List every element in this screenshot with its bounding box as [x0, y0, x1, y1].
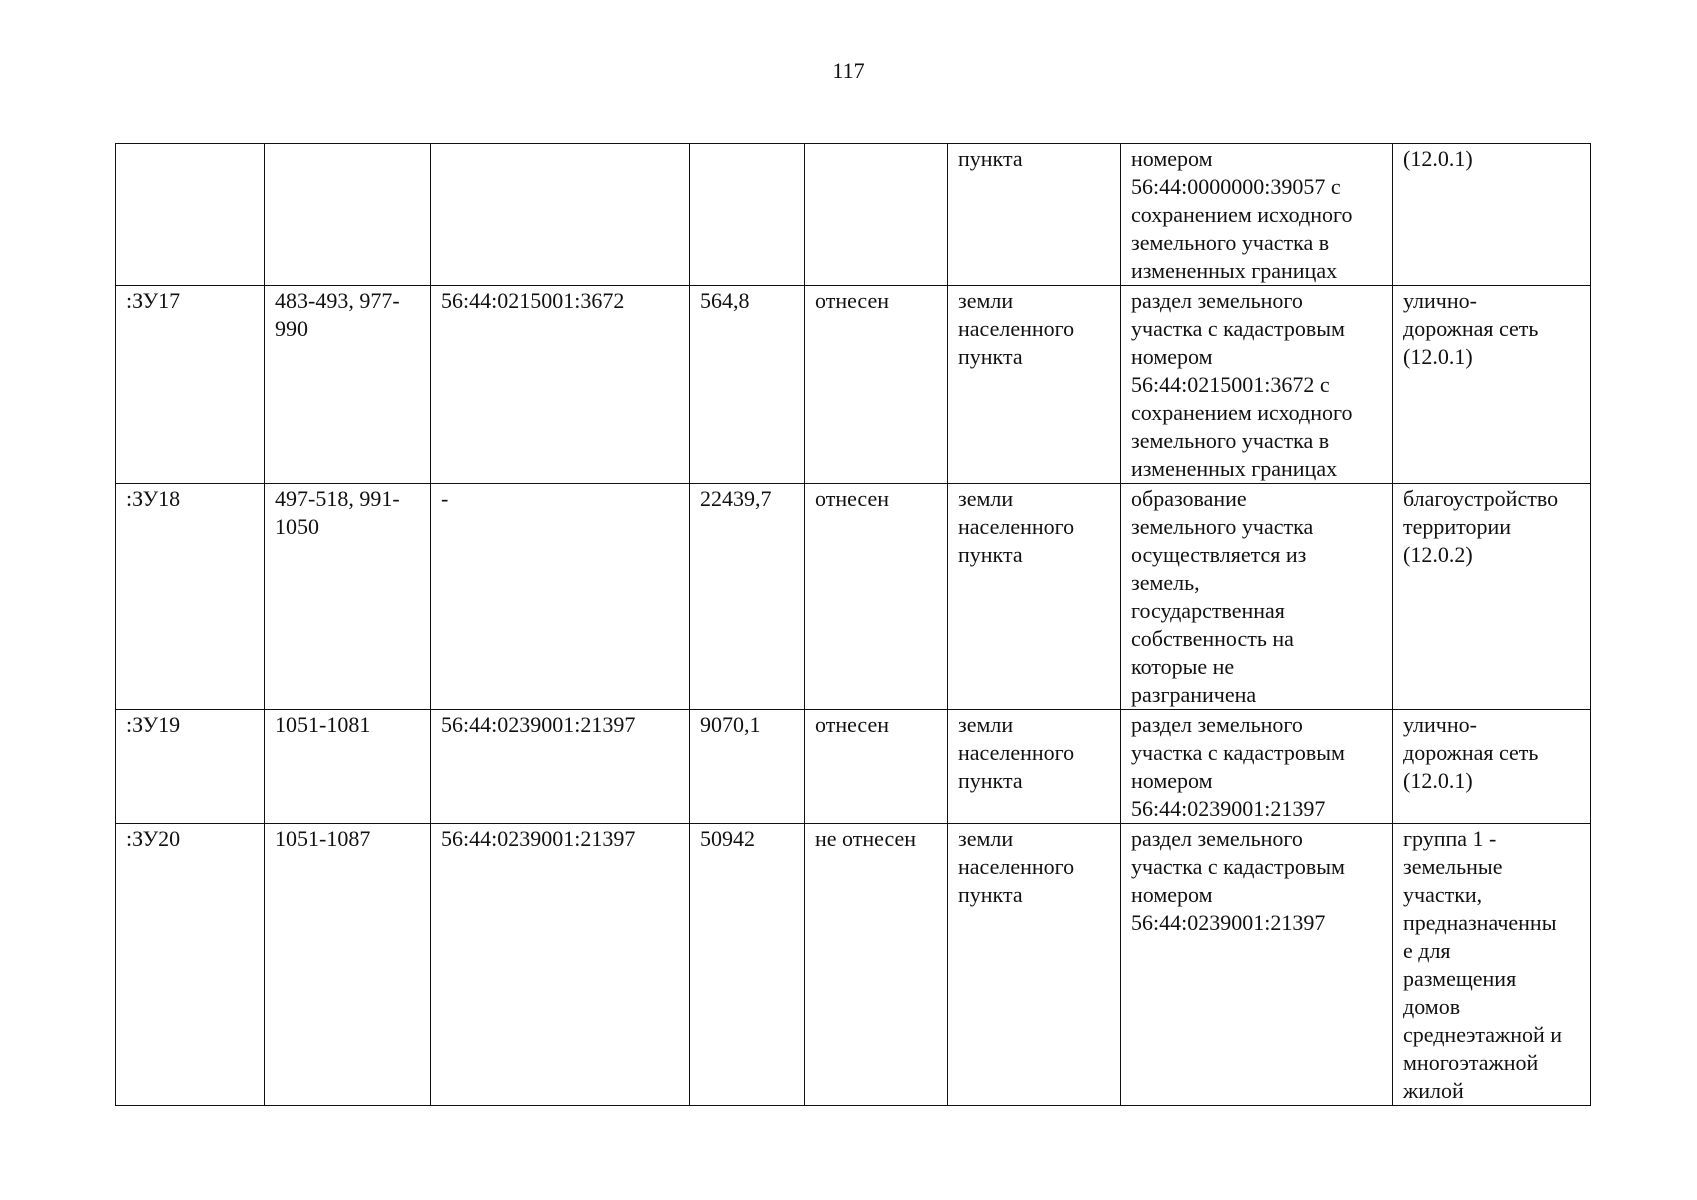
land-category-cell: земли населенного пункта [948, 710, 1121, 824]
plot-id-cell: :ЗУ18 [116, 484, 265, 710]
land-category-cell: земли населенного пункта [948, 484, 1121, 710]
status-cell [805, 144, 948, 286]
area-cell: 50942 [690, 824, 805, 1106]
formation-method-cell: образование земельного участка осуществляется из земель, государственная собственность на которые не разграничена [1121, 484, 1393, 710]
points-cell: 1051-1081 [265, 710, 431, 824]
cadastral-number-cell: 56:44:0215001:3672 [431, 286, 690, 484]
permitted-use-cell: (12.0.1) [1393, 144, 1591, 286]
table-row [116, 484, 1591, 710]
table-row [116, 286, 1591, 484]
plot-id-cell: :ЗУ19 [116, 710, 265, 824]
page-number: 117 [832, 58, 865, 83]
status-cell: отнесен [805, 710, 948, 824]
cadastral-number-cell [431, 144, 690, 286]
permitted-use-cell: улично- дорожная сеть (12.0.1) [1393, 710, 1591, 824]
land-category-cell: земли населенного пункта [948, 286, 1121, 484]
plot-id-cell: :ЗУ17 [116, 286, 265, 484]
formation-method-cell: раздел земельного участка с кадастровым номером 56:44:0239001:21397 [1121, 824, 1393, 1106]
cadastral-number-cell: 56:44:0239001:21397 [431, 824, 690, 1106]
points-cell: 497-518, 991- 1050 [265, 484, 431, 710]
cadastral-number-cell: 56:44:0239001:21397 [431, 710, 690, 824]
area-cell [690, 144, 805, 286]
permitted-use-cell: улично- дорожная сеть (12.0.1) [1393, 286, 1591, 484]
formation-method-cell: раздел земельного участка с кадастровым номером 56:44:0215001:3672 с сохранением исходного земельного участка в измененных границах [1121, 286, 1393, 484]
plot-id-cell [116, 144, 265, 286]
cadastral-number-cell: - [431, 484, 690, 710]
table-row [116, 144, 1591, 286]
permitted-use-cell: благоустройство территории (12.0.2) [1393, 484, 1591, 710]
status-cell: не отнесен [805, 824, 948, 1106]
formation-method-cell: номером 56:44:0000000:39057 с сохранением исходного земельного участка в измененных границах [1121, 144, 1393, 286]
area-cell: 564,8 [690, 286, 805, 484]
status-cell: отнесен [805, 484, 948, 710]
permitted-use-cell: группа 1 - земельные участки, предназначенны е для размещения домов среднеэтажной и многоэтажной жилой [1393, 824, 1591, 1106]
land-category-cell: пункта [948, 144, 1121, 286]
points-cell: 1051-1087 [265, 824, 431, 1106]
land-category-cell: земли населенного пункта [948, 824, 1121, 1106]
points-cell: 483-493, 977- 990 [265, 286, 431, 484]
plot-id-cell: :ЗУ20 [116, 824, 265, 1106]
table-row [116, 824, 1591, 1106]
status-cell: отнесен [805, 286, 948, 484]
area-cell: 22439,7 [690, 484, 805, 710]
points-cell [265, 144, 431, 286]
area-cell: 9070,1 [690, 710, 805, 824]
table-row [116, 710, 1591, 824]
formation-method-cell: раздел земельного участка с кадастровым номером 56:44:0239001:21397 [1121, 710, 1393, 824]
land-plots-table [115, 143, 1591, 1106]
